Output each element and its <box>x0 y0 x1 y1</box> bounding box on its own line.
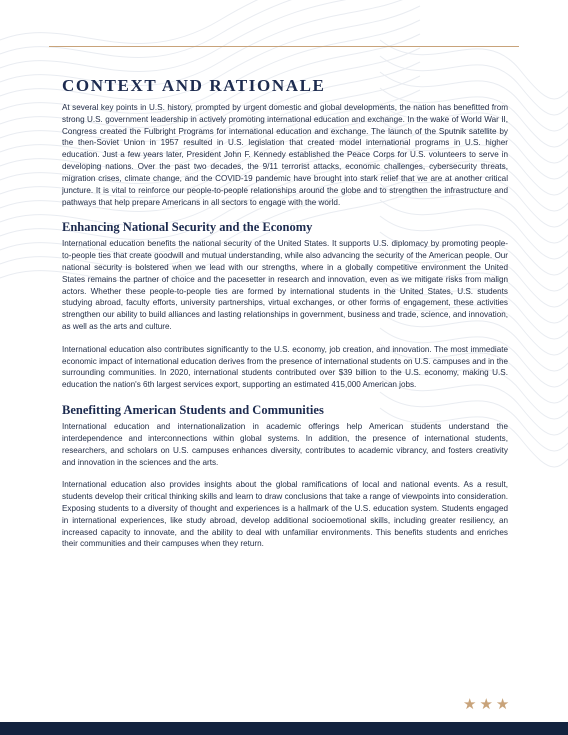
economy-paragraph: International education also contributes significantly to the U.S. economy, job creation, and innovation. The most immediate economic impact of international education derives from the presence of international students on U.S. campuses and in the surrounding communities. In 2020, international students contributed over $39 billion to the U.S. economy, making U.S. education the nation's 6th largest services export, supporting an estimated 415,000 American jobs. <box>62 344 508 390</box>
page-content <box>62 76 508 550</box>
national-security-paragraph: International education benefits the national security of the United States. It supports U.S. diplomacy by promoting people-to-people ties that create goodwill and mutual understanding, while also advancing the security of the American people. Our national security is bolstered when we lead with our strengths, where in a globally competitive environment the United States remains the partner of choice and the pacesetter in research and innovation, even as we mitigate risks from malign actors. Whether these people-to-people ties are formed by international students in the United States, U.S. students studying abroad, faculty efforts, university partnerships, virtual exchanges, or other forms of engagement, these activities strengthen our ability to build alliances and lasting relationships in government, business and trade, science, and innovation, as well as the arts and culture. <box>62 239 508 331</box>
internationalization-paragraph: International education and internationalization in academic offerings help American students understand the interdependence and interconnections within global systems. In addition, the presence of international students, researchers, and scholars on U.S. campuses enhances diversity, contributes to academic vibrancy, and fosters creativity and innovation in the sciences and the arts. <box>62 422 508 467</box>
page-heading: CONTEXT AND RATIONALE <box>62 76 326 95</box>
footer-bar <box>0 722 568 735</box>
three-stars-icon: ★★★ <box>463 695 513 713</box>
top-divider-rule <box>49 46 519 47</box>
intro-paragraph: At several key points in U.S. history, prompted by urgent domestic and global developments, the nation has benefitted from strong U.S. government leadership in actively promoting international education and exchange. In the wake of World War II, Congress created the Fulbright Programs for international education and exchange. The launch of the Sputnik satellite by the then-Soviet Union in 1957 resulted in U.S. legislation that created model international programs in U.S. higher education. Just a few years later, President John F. Kennedy established the Peace Corps for U.S. volunteers to serve in developing nations. Over the past two decades, the 9/11 terrorist attacks, economic challenges, cybersecurity threats, migration crises, climate change, and the COVID-19 pandemic have brought into stark relief that we are at another critical juncture. It is vital to reinforce our people-to-people relationships around the globe and to strengthen the infrastructure and pathways that help prepare Americans in all sectors to engage with the world. <box>62 103 508 207</box>
section-heading-american-students: Benefitting American Students and Communities <box>62 403 324 418</box>
wave-line <box>0 0 420 64</box>
section-heading-national-security: Enhancing National Security and the Economy <box>62 220 313 235</box>
global-insights-paragraph: International education also provides insights about the global ramifications of local and national events. As a result, students develop their critical thinking skills and learn to draw conclusions that take a range of viewpoints into consideration. Exposing students to a diversity of thought and experiences is a hallmark of the U.S. education system. Students engaged in international experiences, like study abroad, develop additional socioemotional skills, including greater resiliency, an increased capacity to innovate, and the ability to deal with unfamiliar environments. This benefits students and enriches their communities and their campuses when they return. <box>62 480 508 549</box>
